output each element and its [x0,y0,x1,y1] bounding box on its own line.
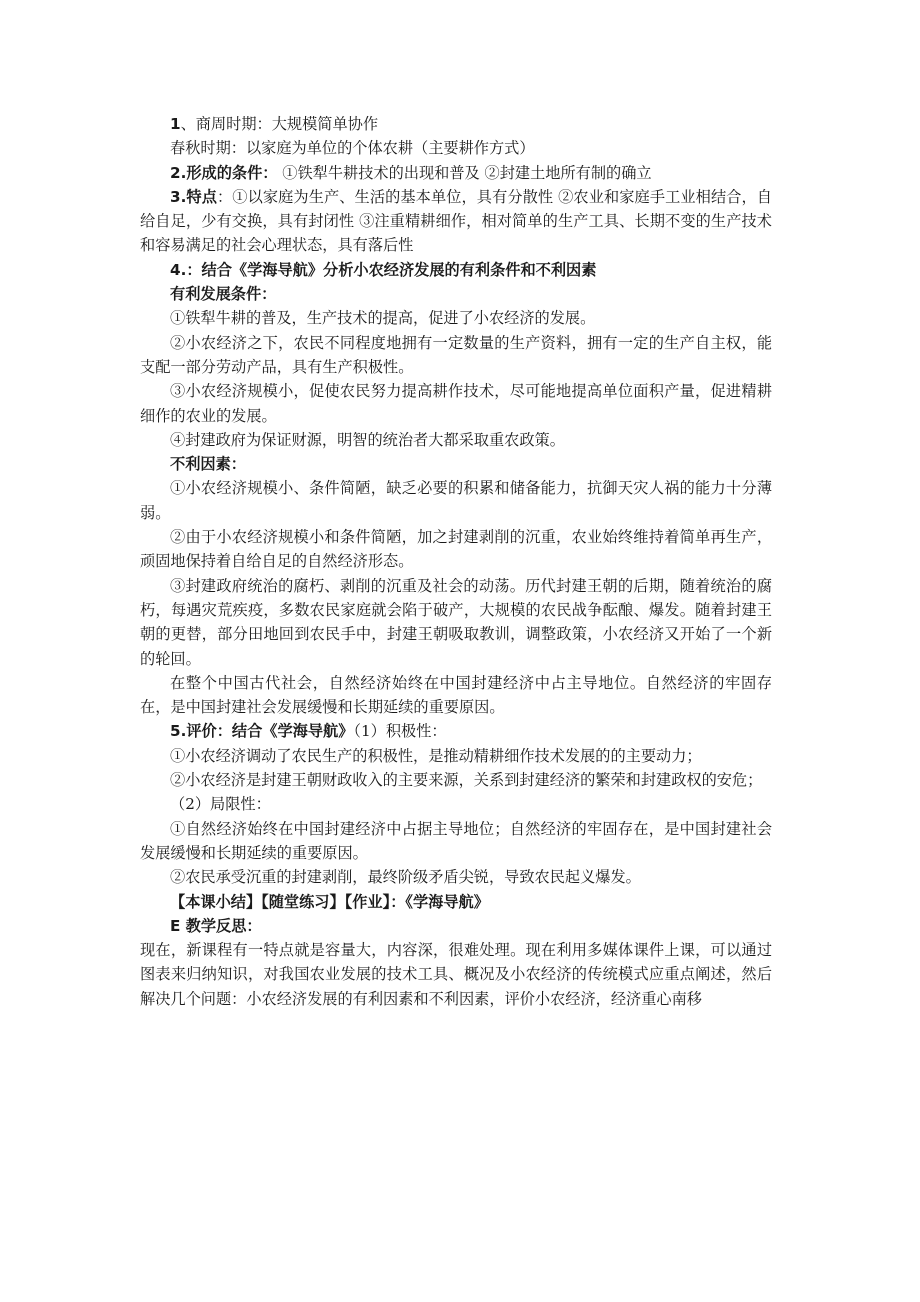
limit-item-1: ①自然经济始终在中国封建经济中占据主导地位；自然经济的牢固存在，是中国封建社会发展缓慢和长期延续的重要原因。 [140,819,772,862]
section2-label: 2.形成的条件： [170,163,278,182]
section4-conclusion: 在整个中国古代社会，自然经济始终在中国封建经济中占主导地位。自然经济的牢固存在，是中国封建社会发展缓慢和长期延续的重要原因。 [140,673,772,717]
favorable-title: 有利发展条件： [170,285,277,304]
section3-label: 3.特点 [170,187,217,206]
favorable-item-1: ①铁犁牛耕的普及，生产技术的提高，促进了小农经济的发展。 [170,309,596,328]
limit-label: （2）局限性： [170,795,271,814]
section3-paragraph [140,185,772,258]
section1-line2: 春秋时期：以家庭为单位的个体农耕（主要耕作方式） [170,139,535,158]
unfavorable-item-3: ③封建政府统治的腐朽、剥削的沉重及社会的动荡。历代封建王朝的后期，随着统治的腐朽，每遇灾荒疾疫，多数农民家庭就会陷于破产，大规模的农民战争酝酿、爆发。随着封建王朝的更替，部分田地回到农民手中，封建王朝吸取教训，调整政策，小农经济又开始了一个新的轮回。 [140,576,772,668]
favorable-item-4: ④封建政府为保证财源，明智的统治者大都采取重农政策。 [170,430,565,449]
favorable-item-3: ③小农经济规模小，促使农民努力提高耕作技术，尽可能地提高单位面积产量，促进精耕细作的农业的发展。 [140,382,772,425]
section3-text: ：①以家庭为生产、生活的基本单位，具有分散性 ②农业和家庭手工业相结合，自给自足，少有交换，具有封闭性 ③注重精耕细作，相对简单的生产工具、长期不变的生产技术和容易满足的社会心理状态，具有落后性 [140,187,772,255]
section2-paragraph [140,161,772,185]
document-page [140,112,772,1011]
section1-text: 、商周时期：大规模简单协作 [180,115,379,133]
section4-title: 4.：结合《学海导航》分析小农经济发展的有利条件和不利因素 [170,260,597,279]
positive-item-1: ①小农经济调动了农民生产的积极性，是推动精耕细作技术发展的的主要动力； [170,746,702,765]
section1-number: 1 [170,115,181,133]
section2-text: ①铁犁牛耕技术的出现和普及 ②封建土地所有制的确立 [277,163,652,182]
favorable-item-2: ②小农经济之下，农民不同程度地拥有一定数量的生产资料，拥有一定的生产自主权，能支配一部分劳动产品，具有生产积极性。 [140,333,772,376]
limit-item-2: ②农民承受沉重的封建剥削，最终阶级矛盾尖锐，导致农民起义爆发。 [170,868,641,887]
unfavorable-item-2: ②由于小农经济规模小和条件简陋，加之封建剥削的沉重，农业始终维持着简单再生产，顽固地保持着自给自足的自然经济形态。 [140,528,772,571]
reflection-title: E 教学反思： [170,916,262,935]
section5-title: 5.评价：结合《学海导航》 [170,722,354,741]
unfavorable-title: 不利因素： [170,455,246,474]
positive-item-2: ②小农经济是封建王朝财政收入的主要来源，关系到封建经济的繁荣和封建政权的安危； [170,771,763,790]
reflection-text: 现在，新课程有一特点就是容量大，内容深，很难处理。现在利用多媒体课件上课，可以通过图表来归纳知识，对我国农业发展的技术工具、概况及小农经济的传统模式应重点阐述，然后解决几个问题：小农经济发展的有利因素和不利因素，评价小农经济，经济重心南移 [140,941,772,1008]
lesson-summary: 【本课小结】【随堂练习】【作业】：《学海导航》 [170,892,489,911]
section1-line1 [140,112,772,136]
section5-heading [140,719,772,743]
positive-label: （1）积极性： [353,722,447,741]
unfavorable-item-1: ①小农经济规模小、条件简陋，缺乏必要的积累和储备能力，抗御天灾人祸的能力十分薄弱。 [140,479,772,522]
